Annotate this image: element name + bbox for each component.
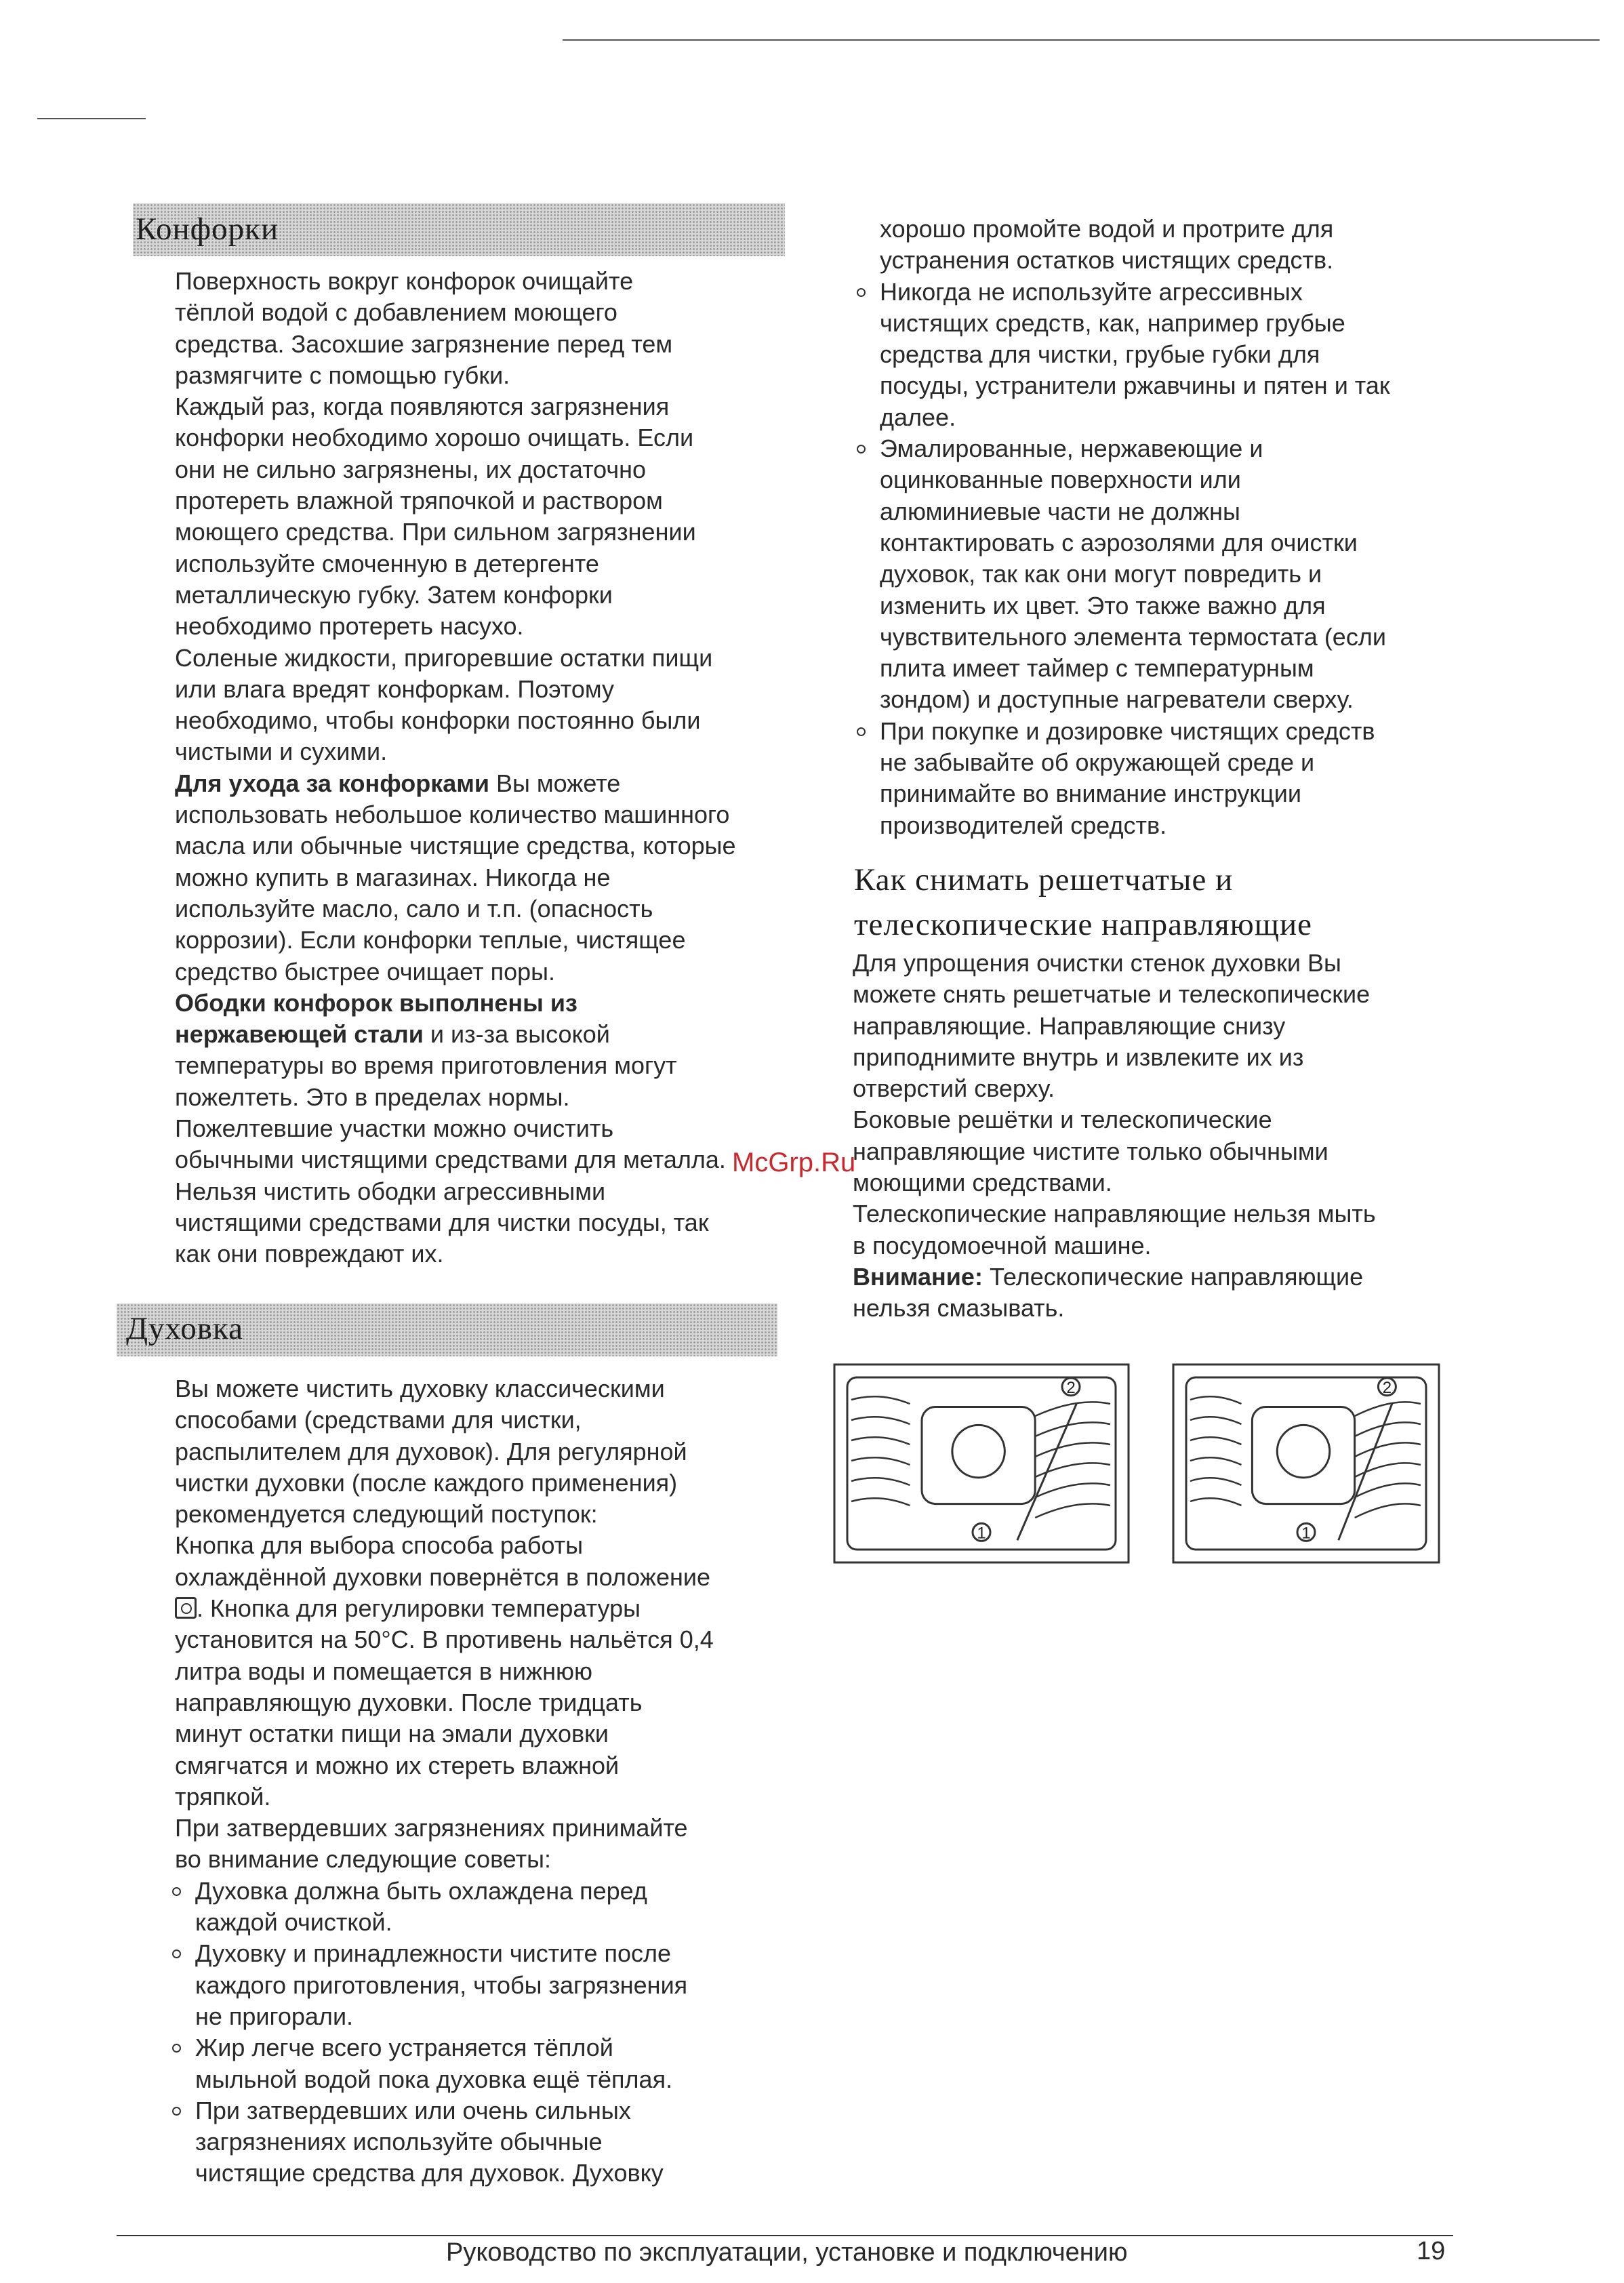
bullet-item xyxy=(853,433,1390,716)
rims-line xyxy=(175,1019,736,1050)
text-line: необходимо протереть насухо. xyxy=(175,612,524,641)
text-line: Пожелтевшие участки можно очистить xyxy=(175,1114,614,1143)
oven-fan-cover xyxy=(952,1425,1004,1477)
text-line: Соленые жидкости, пригоревшие остатки пищи xyxy=(175,643,713,672)
bullet-line: посуды, устранители ржавчины и пятен и так xyxy=(880,371,1390,400)
left-rack-rail xyxy=(851,1478,910,1485)
text-line: как они повреждают их. xyxy=(175,1240,444,1268)
text-line: Каждый раз, когда появляются загрязнения xyxy=(175,392,670,421)
right-rack-rail xyxy=(1355,1442,1421,1457)
right-rack-rail xyxy=(1035,1483,1110,1497)
text-line: Для упрощения очистки стенок духовки Вы xyxy=(853,949,1341,977)
text-line: минут остатки пищи на эмали духовки xyxy=(175,1720,609,1748)
bullet-line: Эмалированные, нержавеющие и xyxy=(880,435,1263,463)
text-line: направляющую духовки. После тридцать xyxy=(175,1688,643,1716)
footer-rule xyxy=(117,2235,1453,2236)
left-rack-rail xyxy=(1190,1478,1241,1485)
label-2: 2 xyxy=(1066,1378,1076,1397)
text-line: охлаждённой духовки повернётся в положение xyxy=(175,1562,711,1591)
care-paragraph xyxy=(175,799,736,988)
text-line: направляющие. Направляющие снизу xyxy=(853,1011,1286,1040)
section-guides xyxy=(853,948,1376,1325)
rims-bold: нержавеющей стали xyxy=(175,1020,424,1049)
section-right-continued xyxy=(880,214,1390,841)
burners-paragraph xyxy=(175,266,736,768)
oven-diagram-svg xyxy=(1171,1362,1441,1564)
left-rack-rail xyxy=(851,1437,910,1444)
scan-line-top xyxy=(563,39,1600,41)
right-rack-rail xyxy=(1035,1442,1110,1457)
text-line: чистящими средствами для чистки посуды, так xyxy=(175,1208,709,1236)
guide-arrow xyxy=(1339,1403,1393,1541)
text-line: используйте смоченную в детергенте xyxy=(175,549,599,578)
bullet-line: мыльной водой пока духовка ещё тёплая. xyxy=(195,2065,673,2093)
right-rack-rail xyxy=(1355,1503,1421,1518)
text-line: конфорки необходимо хорошо очищать. Если xyxy=(175,424,694,452)
guides-note-text: Телескопические направляющие xyxy=(982,1262,1364,1291)
bullet-line: принимайте во внимание инструкции xyxy=(880,780,1301,808)
bullet-item xyxy=(168,1876,714,1939)
text-line: коррозии). Если конфорки теплые, чистящее xyxy=(175,926,686,954)
right-continued-paragraph xyxy=(880,214,1390,277)
bullet-line: не забывайте об окружающей среде и xyxy=(880,748,1315,777)
bullet-line: алюминиевые части не должны xyxy=(880,497,1240,525)
text-line: распылителем для духовок). Для регулярной xyxy=(175,1437,687,1466)
text-line: протереть влажной тряпочкой и раствором xyxy=(175,487,663,515)
oven-back-panel xyxy=(922,1407,1035,1504)
bullet-line: средства для чистки, грубые губки для xyxy=(880,340,1320,369)
bullet-line: плита имеет таймер с температурным xyxy=(880,654,1314,683)
text-line: можете снять решетчатые и телескопические xyxy=(853,980,1371,1009)
bullet-line: Жир легче всего устраняется тёплой xyxy=(195,2034,613,2062)
bullet-line: чувствительного элемента термостата (если xyxy=(880,622,1386,651)
oven-mode-icon xyxy=(175,1597,197,1619)
bullet-item xyxy=(853,277,1390,433)
bullet-item xyxy=(168,2032,714,2095)
text-line: направляющие чистите только обычными xyxy=(853,1137,1328,1165)
oven-diagram-right xyxy=(1171,1362,1441,1564)
left-rack-rail xyxy=(851,1457,910,1465)
text-line: масла или обычные чистящие средства, которые xyxy=(175,832,736,860)
bullet-item xyxy=(168,2095,714,2189)
text-line: Телескопические направляющие нельзя мыть xyxy=(853,1200,1376,1228)
text-line: температуры во время приготовления могут xyxy=(175,1051,677,1080)
text-line: способами (средствами для чистки, xyxy=(175,1406,582,1434)
rims-bold-line: Ободки конфорок выполнены из xyxy=(175,988,577,1017)
oven-back-panel xyxy=(1252,1407,1354,1504)
bullet-line: каждого приготовления, чтобы загрязнения xyxy=(195,1971,688,1999)
text-line: средства. Засохшие загрязнение перед тем xyxy=(175,329,673,358)
bullet-line: чистящих средств, как, например грубые xyxy=(880,308,1345,337)
heading-oven: Духовка xyxy=(126,1311,243,1346)
bullet-line: контактировать с аэрозолями для очистки xyxy=(880,528,1358,557)
bullet-line: При покупке и дозировке чистящих средств xyxy=(880,716,1375,745)
text-line: чистки духовки (после каждого применения) xyxy=(175,1468,678,1497)
watermark: McGrp.Ru xyxy=(732,1148,856,1177)
text-line: моющего средства. При сильном загрязнении xyxy=(175,518,696,546)
bullet-line: загрязнениях используйте обычные xyxy=(195,2128,603,2156)
right-rack-rail xyxy=(1355,1422,1421,1436)
bullet-line: Духовка должна быть охлаждена перед xyxy=(195,1876,647,1905)
guides-note-bold: Внимание: xyxy=(853,1262,983,1291)
label-1: 1 xyxy=(1301,1524,1311,1543)
oven-bullet-list xyxy=(168,1876,714,2189)
section-burners xyxy=(175,266,736,1270)
text-line: хорошо промойте водой и протрите для xyxy=(880,215,1334,243)
bullet-line: далее. xyxy=(880,403,956,431)
bullet-line: Никогда не используйте агрессивных xyxy=(880,277,1303,306)
bullet-line: производителей средств. xyxy=(880,811,1167,839)
text-line: можно купить в магазинах. Никогда не xyxy=(175,863,611,891)
text-line: моющими средствами. xyxy=(853,1169,1112,1197)
oven-icon-line xyxy=(175,1593,714,1624)
text-line: обычными чистящими средствами для металла. xyxy=(175,1146,726,1174)
text-line: тёплой водой с добавлением моющего xyxy=(175,298,617,327)
footer-text: Руководство по эксплуатации, установке и подключению xyxy=(446,2238,1128,2267)
bullet-line: духовок, так как они могут повредить и xyxy=(880,560,1322,588)
bullet-line: оцинкованные поверхности или xyxy=(880,466,1241,494)
text-line: использовать небольшое количество машинного xyxy=(175,801,730,829)
care-bold: Для ухода за конфорками xyxy=(175,769,490,797)
left-rack-rail xyxy=(1190,1437,1241,1444)
guide-arrow xyxy=(1017,1403,1077,1541)
text-line: или влага вредят конфоркам. Поэтому xyxy=(175,674,615,703)
bullet-line: При затвердевших или очень сильных xyxy=(195,2096,631,2124)
page-number: 19 xyxy=(1417,2237,1446,2265)
right-rack-rail xyxy=(1035,1503,1110,1518)
text-line: они не сильно загрязнены, их достаточно xyxy=(175,455,647,483)
bullet-item xyxy=(853,716,1390,841)
heading-guides-line1: Как снимать решетчатые и xyxy=(854,862,1234,897)
bullet-line: изменить их цвет. Это также важно для xyxy=(880,591,1326,620)
text-line: Боковые решётки и телескопические xyxy=(853,1106,1272,1134)
right-bullet-list xyxy=(853,277,1390,841)
left-rack-rail xyxy=(851,1498,910,1506)
oven-icon-line-text: . Кнопка для регулировки температуры xyxy=(197,1594,641,1623)
text-line: Вы можете чистить духовку классическими xyxy=(175,1375,665,1402)
text-line: пожелтеть. Это в пределах нормы. xyxy=(175,1083,570,1111)
text-line: рекомендуется следующий поступок: xyxy=(175,1500,598,1529)
guides-note-line xyxy=(853,1261,1376,1293)
heading-burners: Конфорки xyxy=(136,211,279,247)
rims-paragraph xyxy=(175,1050,736,1270)
text-line: При затвердевших загрязнениях принимайте xyxy=(175,1814,688,1842)
left-rack-rail xyxy=(851,1396,910,1404)
oven-diagram-left xyxy=(832,1362,1131,1564)
right-rack-rail xyxy=(1035,1422,1110,1436)
rims-first: и из-за высокой xyxy=(423,1020,610,1049)
bullet-line: не пригорали. xyxy=(195,2002,354,2030)
text-line: тряпкой. xyxy=(175,1782,271,1811)
label-2: 2 xyxy=(1382,1378,1392,1397)
oven-paragraph-2 xyxy=(175,1624,714,1875)
text-line: Нельзя чистить ободки агрессивными xyxy=(175,1177,606,1205)
left-rack-rail xyxy=(1190,1457,1241,1465)
text-line: металлическую губку. Затем конфорки xyxy=(175,580,613,609)
text-line: во внимание следующие советы: xyxy=(175,1845,551,1874)
heading-guides-line2: телескопические направляющие xyxy=(854,907,1312,942)
oven-fan-cover xyxy=(1277,1425,1329,1477)
text-line: отверстий сверху. xyxy=(853,1074,1055,1103)
guides-paragraph xyxy=(853,948,1376,1261)
left-rack-rail xyxy=(1190,1498,1241,1506)
oven-paragraph xyxy=(175,1373,714,1593)
text-line: средство быстрее очищает поры. xyxy=(175,957,556,986)
guides-note-line2: нельзя смазывать. xyxy=(853,1294,1065,1322)
left-rack-rail xyxy=(1190,1417,1241,1424)
oven-diagram-svg xyxy=(832,1362,1131,1564)
bullet-line: зондом) и доступные нагреватели сверху. xyxy=(880,685,1354,714)
scan-line-left xyxy=(37,118,146,119)
bullet-line: Духовку и принадлежности чистите после xyxy=(195,1939,672,1968)
text-line: литра воды и помещается в нижнюю xyxy=(175,1657,593,1685)
care-line xyxy=(175,768,736,799)
bullet-item xyxy=(168,1938,714,2032)
text-line: Поверхность вокруг конфорок очищайте xyxy=(175,267,634,295)
text-line: в посудомоечной машине. xyxy=(853,1231,1152,1259)
left-rack-rail xyxy=(851,1417,910,1424)
care-first: Вы можете xyxy=(489,769,621,797)
text-line: чистыми и сухими. xyxy=(175,738,388,766)
text-line: установится на 50°С. В противень нальётся 0,4 xyxy=(175,1625,714,1654)
text-line: смягчатся и можно их стереть влажной xyxy=(175,1751,620,1779)
label-1: 1 xyxy=(977,1524,986,1543)
text-line: необходимо, чтобы конфорки постоянно были xyxy=(175,706,701,735)
text-line: устранения остатков чистящих средств. xyxy=(880,246,1334,275)
right-rack-rail xyxy=(1355,1483,1421,1497)
bullet-line: каждой очисткой. xyxy=(195,1908,392,1937)
bullet-line: чистящие средства для духовок. Духовку xyxy=(195,2159,664,2187)
text-line: размягчите с помощью губки. xyxy=(175,361,510,389)
section-oven xyxy=(175,1373,714,2189)
text-line: используйте масло, сало и т.п. (опасность xyxy=(175,894,653,923)
text-line: приподнимите внутрь и извлеките их из xyxy=(853,1043,1304,1071)
left-rack-rail xyxy=(1190,1396,1241,1404)
text-line: Кнопка для выбора способа работы xyxy=(175,1531,584,1560)
